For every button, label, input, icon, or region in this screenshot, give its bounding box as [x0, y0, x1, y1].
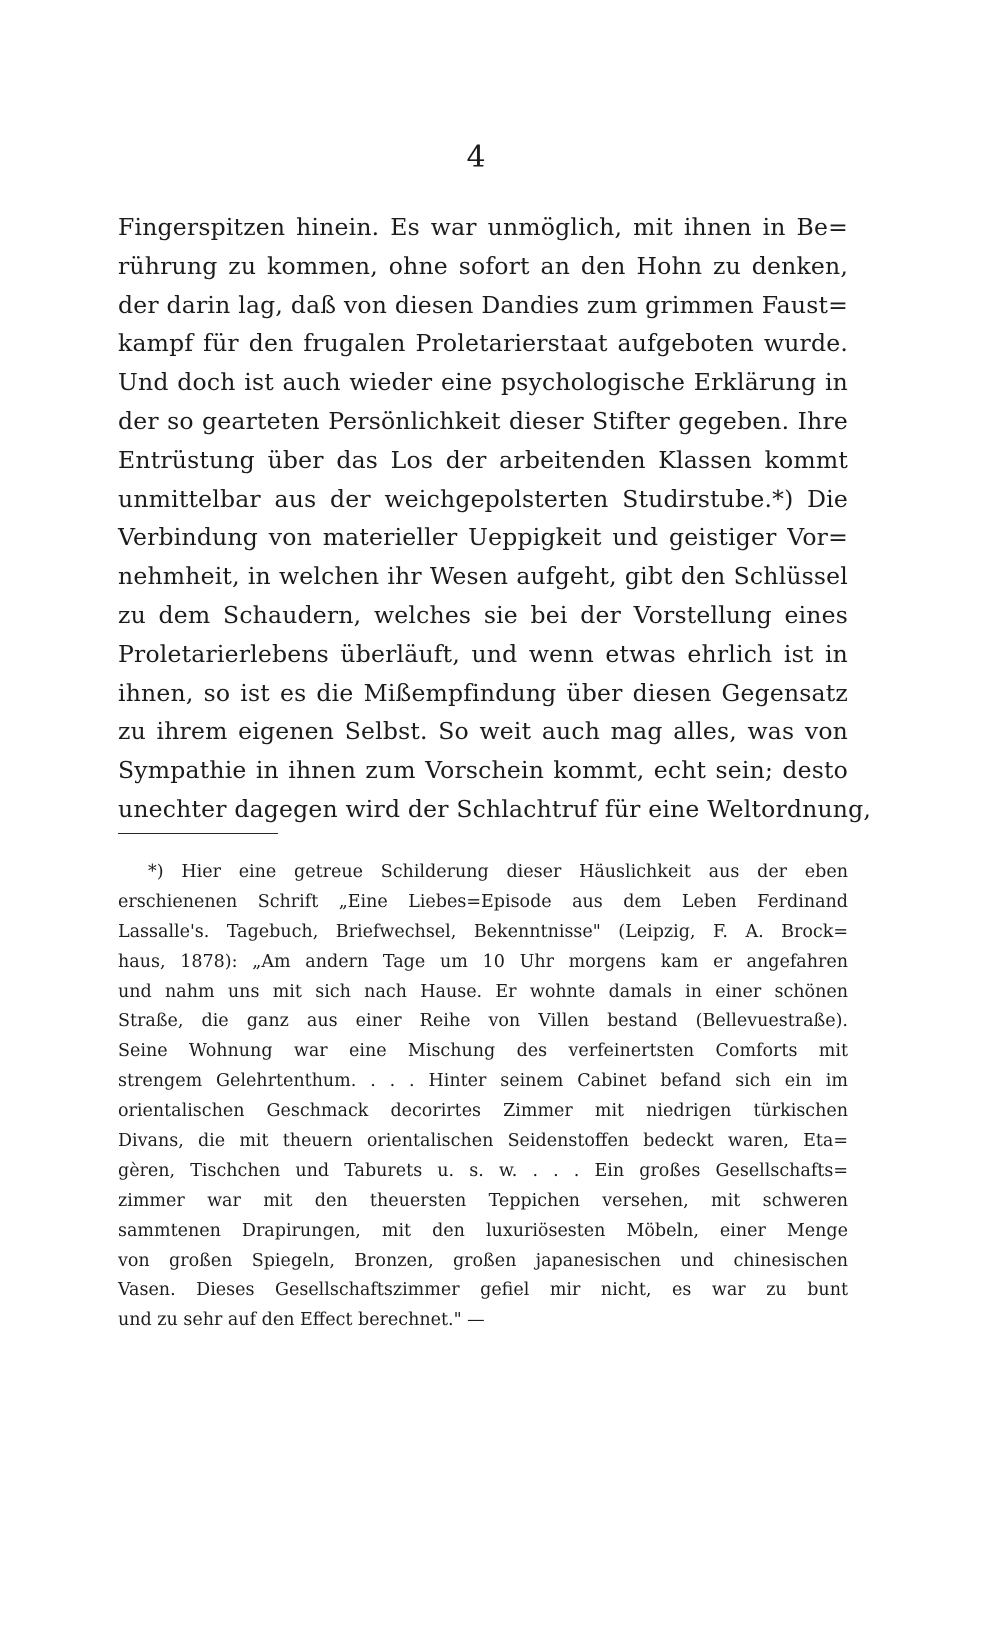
footnote-line: zimmer war mit den theuersten Teppichen versehen, mit schweren	[118, 1190, 848, 1211]
footnote-line: haus, 1878): „Am andern Tage um 10 Uhr morgens kam er angefahren	[118, 951, 848, 972]
footnote-line: und nahm uns mit sich nach Hause. Er wohnte damals in einer schönen	[118, 981, 848, 1002]
body-line: Fingerspitzen hinein. Es war unmöglich, mit ihnen in Be=	[118, 213, 848, 241]
footnote-line: strengem Gelehrtenthum. . . . Hinter seinem Cabinet befand sich ein im	[118, 1071, 848, 1092]
body-line: Verbindung von materieller Ueppigkeit und geistiger Vor=	[118, 523, 848, 552]
body-line: nehmheit, in welchen ihr Wesen aufgeht, gibt den Schlüssel	[118, 562, 848, 591]
footnote-line: Divans, die mit theuern orientalischen Seidenstoffen bedeckt waren, Eta=	[118, 1131, 848, 1152]
body-line: zu dem Schaudern, welches sie bei der Vorstellung eines	[118, 600, 848, 629]
footnote	[118, 858, 848, 1336]
body-line: kampf für den frugalen Proletarierstaat aufgeboten wurde.	[118, 329, 848, 358]
body-line: unechter dagegen wird der Schlachtruf für eine Weltordnung,	[118, 794, 872, 823]
body-line: Entrüstung über das Los der arbeitenden Klassen kommt	[118, 445, 848, 474]
footnote-line: *) Hier eine getreue Schilderung dieser Häuslichkeit aus der eben	[148, 862, 848, 882]
body-line: rührung zu kommen, ohne sofort an den Hohn zu denken,	[118, 251, 848, 280]
footnote-line: und zu sehr auf den Effect berechnet." —	[118, 1310, 485, 1331]
body-line: Sympathie in ihnen zum Vorschein kommt, echt sein; desto	[118, 756, 848, 785]
body-line: zu ihrem eigenen Selbst. So weit auch mag alles, was von	[118, 717, 848, 746]
footnote-line: Lassalle's. Tagebuch, Briefwechsel, Bekenntnisse" (Leipzig, F. A. Brock=	[118, 921, 848, 942]
body-line: Und doch ist auch wieder eine psychologische Erklärung in	[118, 368, 848, 397]
footnote-line: Straße, die ganz aus einer Reihe von Villen bestand (Bellevuestraße).	[118, 1011, 848, 1032]
footnote-line: orientalischen Geschmack decorirtes Zimmer mit niedrigen türkischen	[118, 1101, 848, 1122]
body-line: ihnen, so ist es die Mißempfindung über diesen Gegensatz	[118, 678, 848, 707]
footnote-divider	[118, 833, 278, 834]
body-text	[118, 208, 872, 829]
body-line: unmittelbar aus der weichgepolsterten Studirstube.*) Die	[118, 484, 848, 513]
page-number: 4	[466, 140, 486, 175]
body-line: der darin lag, daß von diesen Dandies zum grimmen Faust=	[118, 290, 848, 319]
footnote-line: Vasen. Dieses Gesellschaftszimmer gefiel mir nicht, es war zu bunt	[118, 1280, 848, 1301]
footnote-line: von großen Spiegeln, Bronzen, großen japanesischen und chinesischen	[118, 1250, 848, 1271]
footnote-line: sammtenen Drapirungen, mit den luxuriösesten Möbeln, einer Menge	[118, 1220, 848, 1241]
body-line: Proletarierlebens überläuft, und wenn etwas ehrlich ist in	[118, 639, 848, 668]
footnote-line: erschienenen Schrift „Eine Liebes=Episode aus dem Leben Ferdinand	[118, 891, 848, 912]
footnote-line: Seine Wohnung war eine Mischung des verfeinertsten Comforts mit	[118, 1041, 848, 1062]
body-line: der so gearteten Persönlichkeit dieser Stifter gegeben. Ihre	[118, 406, 848, 435]
footnote-line: gèren, Tischchen und Taburets u. s. w. . . . Ein großes Gesellschafts=	[118, 1160, 848, 1181]
